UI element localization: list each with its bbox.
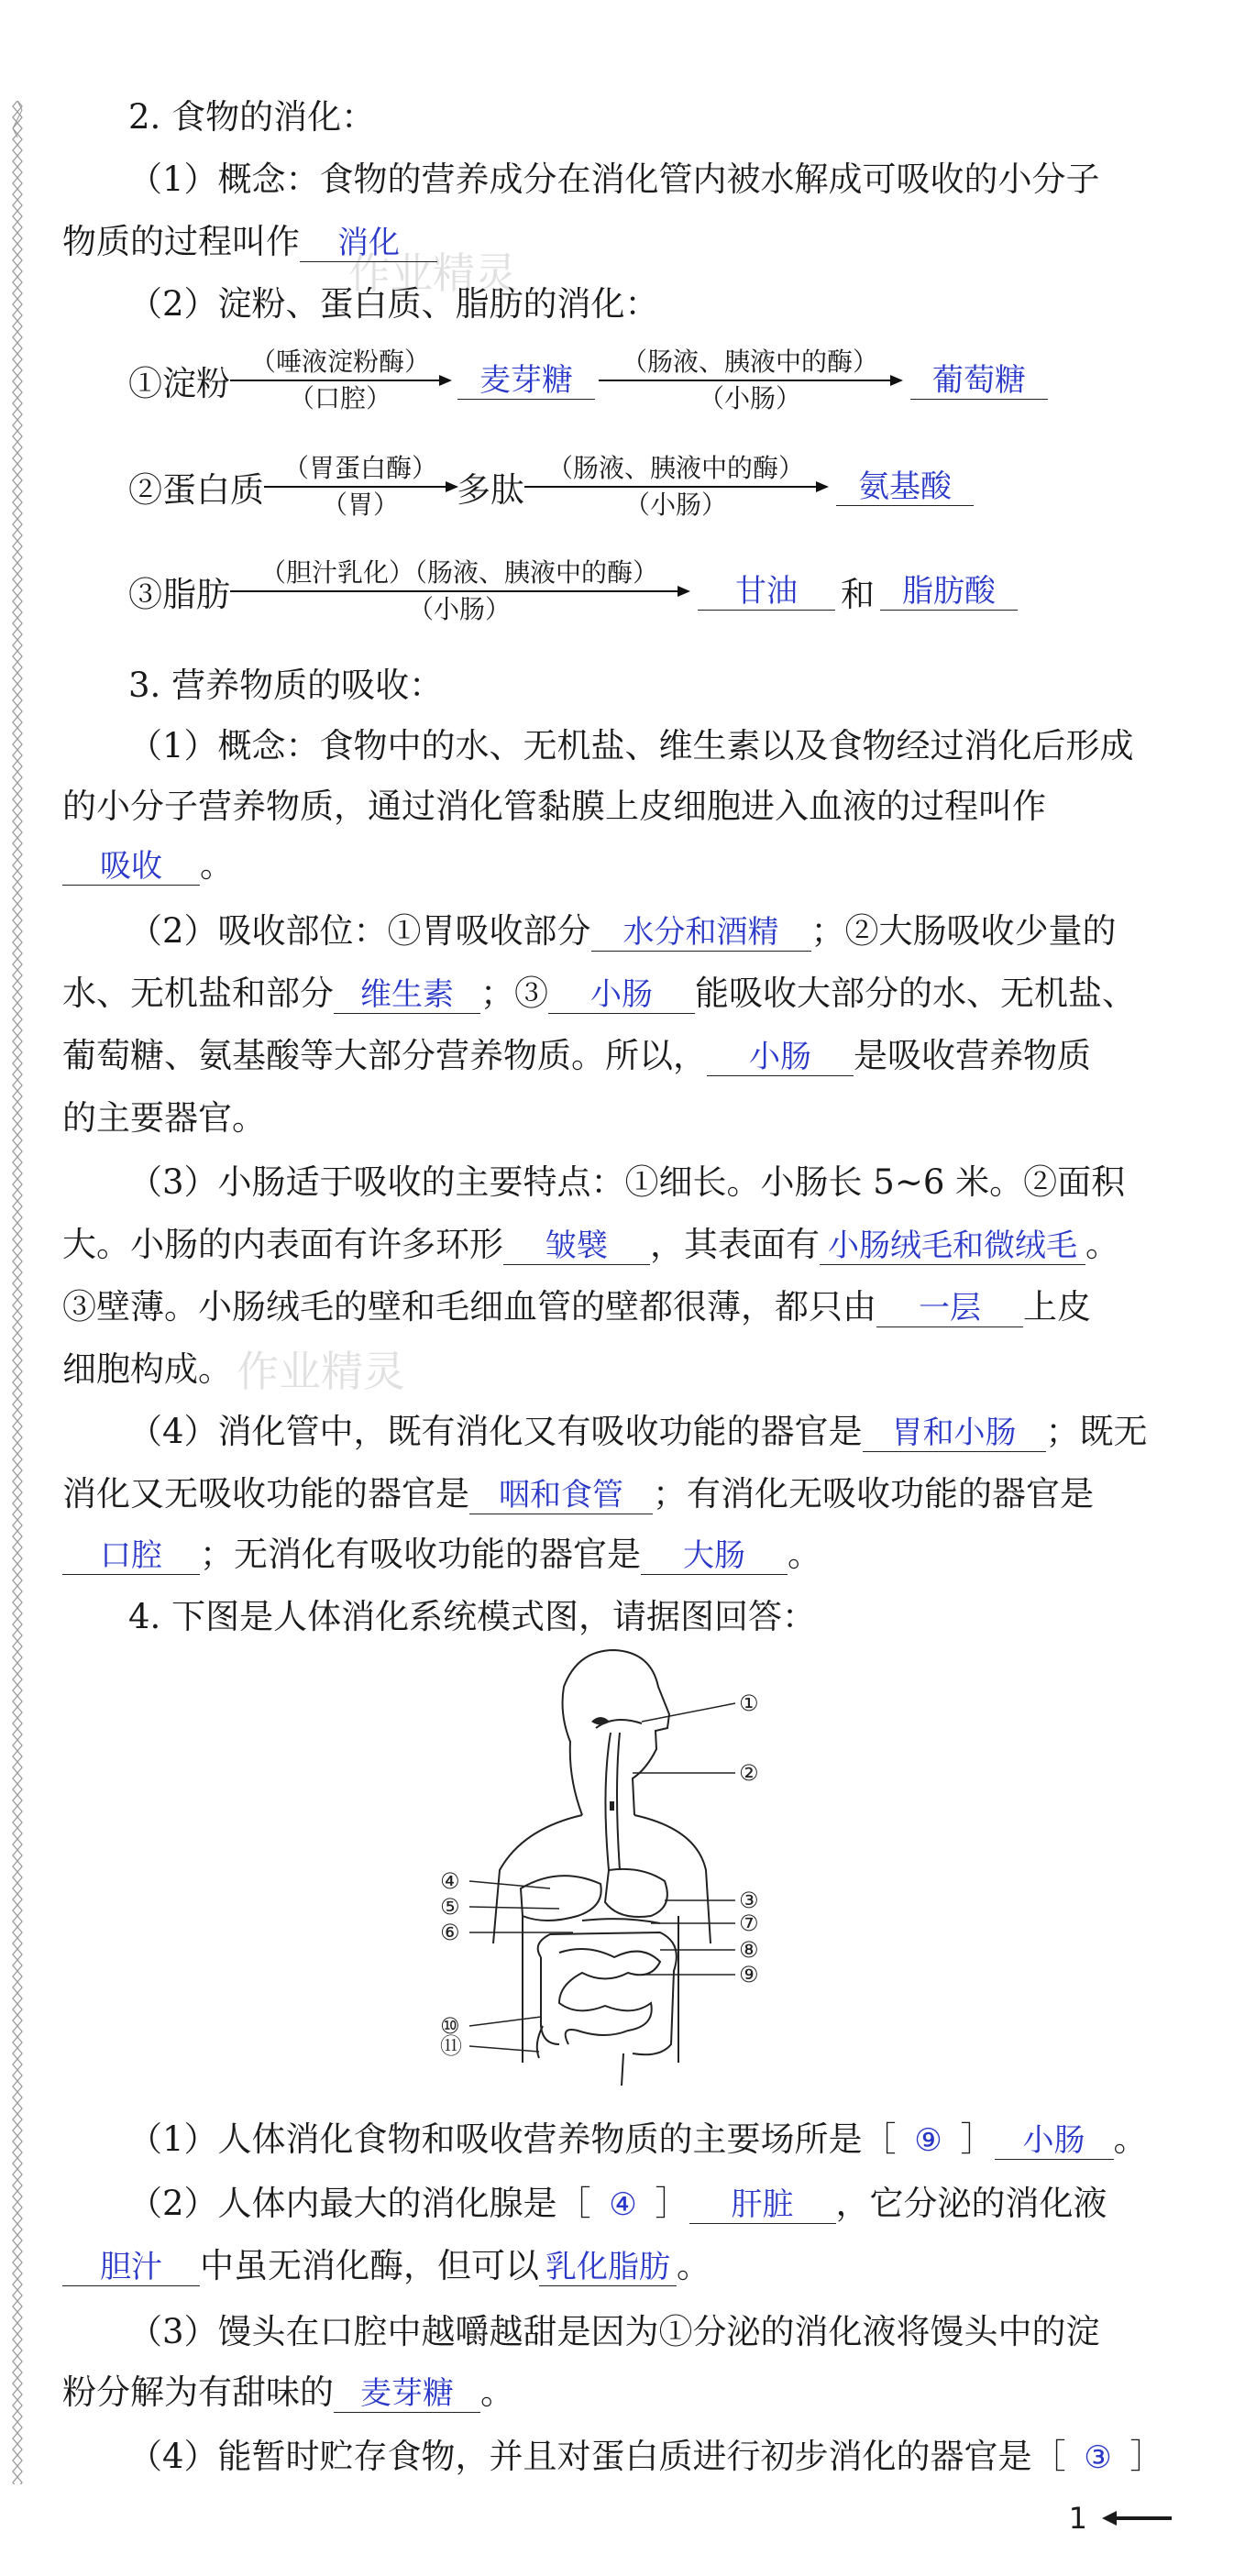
equation-protein: ②蛋白质 （胃蛋白酶） （胃） 多肽 （肠液、胰液中的酶） （小肠） 氨基酸 [128,453,974,521]
label-7: ⑦ [739,1910,759,1936]
s3-feature-line2: 大。小肠的内表面有许多环形 皱襞 ，其表面有 小肠绒毛和微绒毛 。 [62,1225,1119,1264]
label-5: ⑤ [440,1894,460,1920]
label-9: ⑨ [739,1962,759,1987]
s3-absorb-line4: 的主要器官。 [62,1098,266,1138]
label-1: ① [739,1690,759,1716]
q4-line: （4）能暂时贮存食物，并且对蛋白质进行初步消化的器官是［ ③ ］ [128,2437,1164,2476]
s3-feature-line1: （3）小肠适于吸收的主要特点：①细长。小肠长 5~6 米。②面积 [128,1162,1126,1202]
watermark: 作业精灵 [237,1347,405,1396]
label-3: ③ [739,1888,759,1913]
answer-digestion: 消化 [337,225,400,261]
label-11: ⑪ [440,2033,462,2059]
section-2-title: 2. 食物的消化： [128,97,376,137]
s3-feature-line3: ③壁薄。小肠绒毛的壁和毛细血管的壁都很薄，都只由 一层 上皮 [62,1287,1091,1327]
s2-subtitle: （2）淀粉、蛋白质、脂肪的消化： [128,284,659,324]
s3-feature-line4: 细胞构成。 [62,1349,232,1389]
label-4: ④ [440,1868,460,1894]
s3-absorb-line2: 水、无机盐和部分 维生素 ；③ 小肠 能吸收大部分的水、无机盐、 [62,974,1136,1013]
q3-line2: 粉分解为有甜味的 麦芽糖 。 [62,2372,514,2412]
s3-absorb-line3: 葡萄糖、氨基酸等大部分营养物质。所以， 小肠 是吸收营养物质 [62,1036,1091,1075]
s3-organ-line3: 口腔 ；无消化有吸收功能的器官是 大肠 。 [62,1533,821,1577]
s2-concept-line1: （1）概念：食物的营养成分在消化管内被水解成可吸收的小分子 [128,160,1100,199]
decorative-border [11,101,24,2484]
watermark: 作业精灵 [348,248,517,298]
arrow-left-icon [1100,2509,1173,2527]
equation-fat: ③脂肪 （胆汁乳化）（肠液、胰液中的酶） （小肠） 甘油 和 脂肪酸 [128,557,1018,625]
s3-organ-line1: （4）消化管中，既有消化又有吸收功能的器官是 胃和小肠 ；既无 [128,1412,1148,1451]
q2-line1: （2）人体内最大的消化腺是［ ④ ］ 肝脏 ，它分泌的消化液 [128,2184,1107,2223]
q2-line2: 胆汁 中虽无消化酶，但可以 乳化脂肪 。 [62,2244,711,2288]
section-4-title: 4. 下图是人体消化系统模式图，请据图回答： [128,1597,817,1636]
label-2: ② [739,1760,759,1786]
q1-line: （1）人体消化食物和吸收营养物质的主要场所是［ ⑨ ］ 小肠 。 [128,2119,1148,2159]
label-10: ⑩ [440,2013,460,2039]
s3-concept-line1: （1）概念：食物中的水、无机盐、维生素以及食物经过消化后形成 [128,726,1134,765]
equation-starch: ①淀粉 （唾液淀粉酶） （口腔） 麦芽糖 （肠液、胰液中的酶） （小肠） 葡萄糖 [128,347,1048,414]
s2-concept-line2: 物质的过程叫作 消化 [62,220,437,264]
label-8: ⑧ [739,1937,759,1963]
label-6: ⑥ [440,1920,460,1945]
s3-organ-line2: 消化又无吸收功能的器官是 咽和食管 ；有消化无吸收功能的器官是 [62,1474,1094,1514]
q3-line1: （3）馒头在口腔中越嚼越甜是因为①分泌的消化液将馒头中的淀 [128,2312,1100,2351]
page-number: 1 [1069,2501,1173,2536]
s3-absorb-line1: （2）吸收部位：①胃吸收部分 水分和酒精 ；②大肠吸收少量的 [128,911,1117,951]
digestive-system-diagram [431,1641,779,2090]
section-3-title: 3. 营养物质的吸收： [128,666,444,705]
s3-concept-line3: 吸收 。 [62,843,234,887]
s3-concept-line2: 的小分子营养物质，通过消化管黏膜上皮细胞进入血液的过程叫作 [62,787,1046,826]
